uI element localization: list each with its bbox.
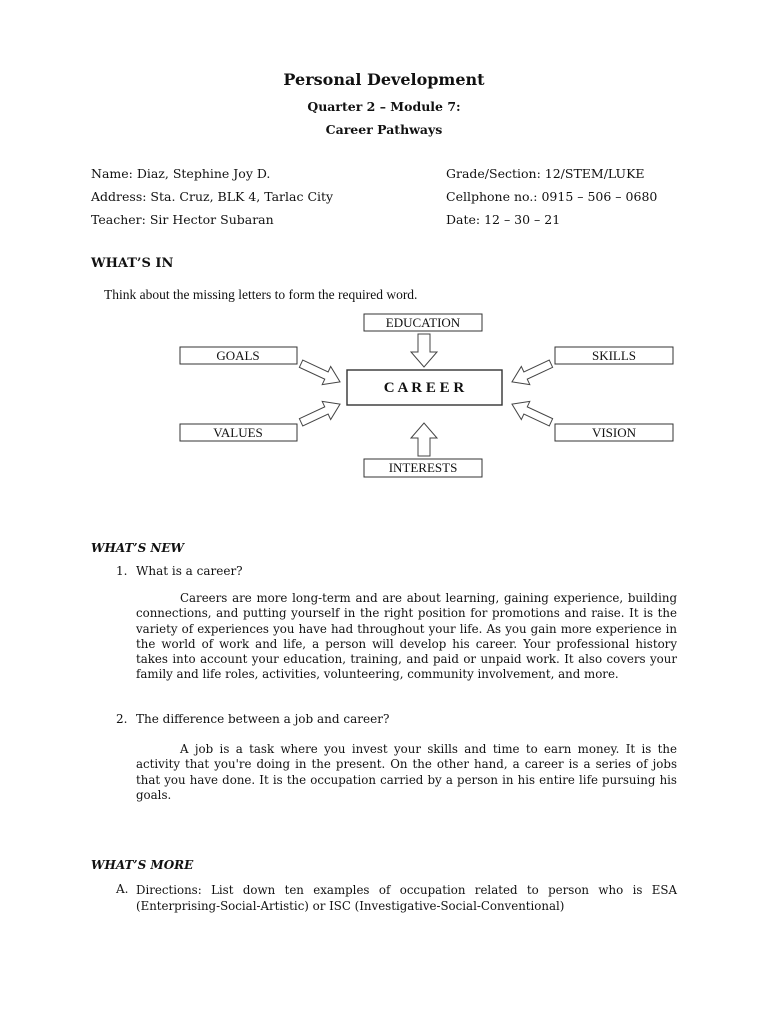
goals-label: GOALS — [216, 348, 260, 363]
question-number: 2. — [116, 712, 128, 726]
career-diagram — [0, 300, 768, 490]
answer-2: A job is a task where you invest your skills and time to earn money. It is the activity that you're doing in the present. On the other hand, a career is a series of jobs that you have done. It is the occupation carried by a person in his entire life pursuing his goals. — [136, 742, 677, 802]
skills-label: SKILLS — [591, 348, 637, 363]
whats-more-heading: WHAT’S MORE — [91, 858, 194, 872]
arrow-down-icon — [411, 334, 437, 367]
education-label: EDUCATION — [385, 315, 461, 330]
arrow-up-icon — [411, 423, 437, 456]
arrow-diagonal-icon — [508, 395, 555, 431]
student-name: Name: Diaz, Stephine Joy D. — [91, 166, 271, 181]
question-number: 1. — [116, 564, 128, 578]
whats-new-heading: WHAT’S NEW — [91, 541, 185, 555]
student-cellphone: Cellphone no.: 0915 – 506 – 0680 — [446, 189, 658, 204]
arrow-diagonal-icon — [297, 395, 344, 431]
vision-label: VISION — [591, 425, 637, 440]
arrow-diagonal-icon — [508, 355, 555, 391]
interests-label: INTERESTS — [388, 460, 458, 475]
whats-more-directions: Directions: List down ten examples of occupation related to person who is ESA (Enterprising-Social-Artistic) or ISC (Investigative-Social-Conventional) — [136, 883, 677, 913]
module-label: Quarter 2 – Module 7: — [307, 99, 461, 114]
answer-1: Careers are more long-term and are about learning, gaining experience, building connections, and putting yourself in the right position for promotions and raise. It is the variety of experiences you have had throughout your life. As you gain more experience in the world of work and life, a person will develop his career. Your professional history takes into account your education, training, and paid or unpaid work. It also covers your family and life roles, activities, volunteering, community involvement, and more. — [136, 591, 677, 682]
student-date: Date: 12 – 30 – 21 — [446, 212, 561, 227]
career-label: C A R E E R — [383, 380, 465, 396]
student-grade-section: Grade/Section: 12/STEM/LUKE — [446, 166, 645, 181]
document-title: Personal Development — [283, 70, 485, 89]
arrow-diagonal-icon — [297, 355, 344, 391]
question-2: The difference between a job and career? — [136, 712, 390, 726]
module-topic: Career Pathways — [325, 122, 443, 137]
question-1: What is a career? — [136, 564, 243, 578]
student-teacher: Teacher: Sir Hector Subaran — [91, 212, 274, 227]
item-letter: A. — [116, 882, 129, 896]
values-label: VALUES — [213, 425, 263, 440]
whats-in-instruction: Think about the missing letters to form the required word. — [104, 287, 418, 302]
whats-in-heading: WHAT’S IN — [91, 256, 174, 271]
student-address: Address: Sta. Cruz, BLK 4, Tarlac City — [91, 189, 334, 204]
